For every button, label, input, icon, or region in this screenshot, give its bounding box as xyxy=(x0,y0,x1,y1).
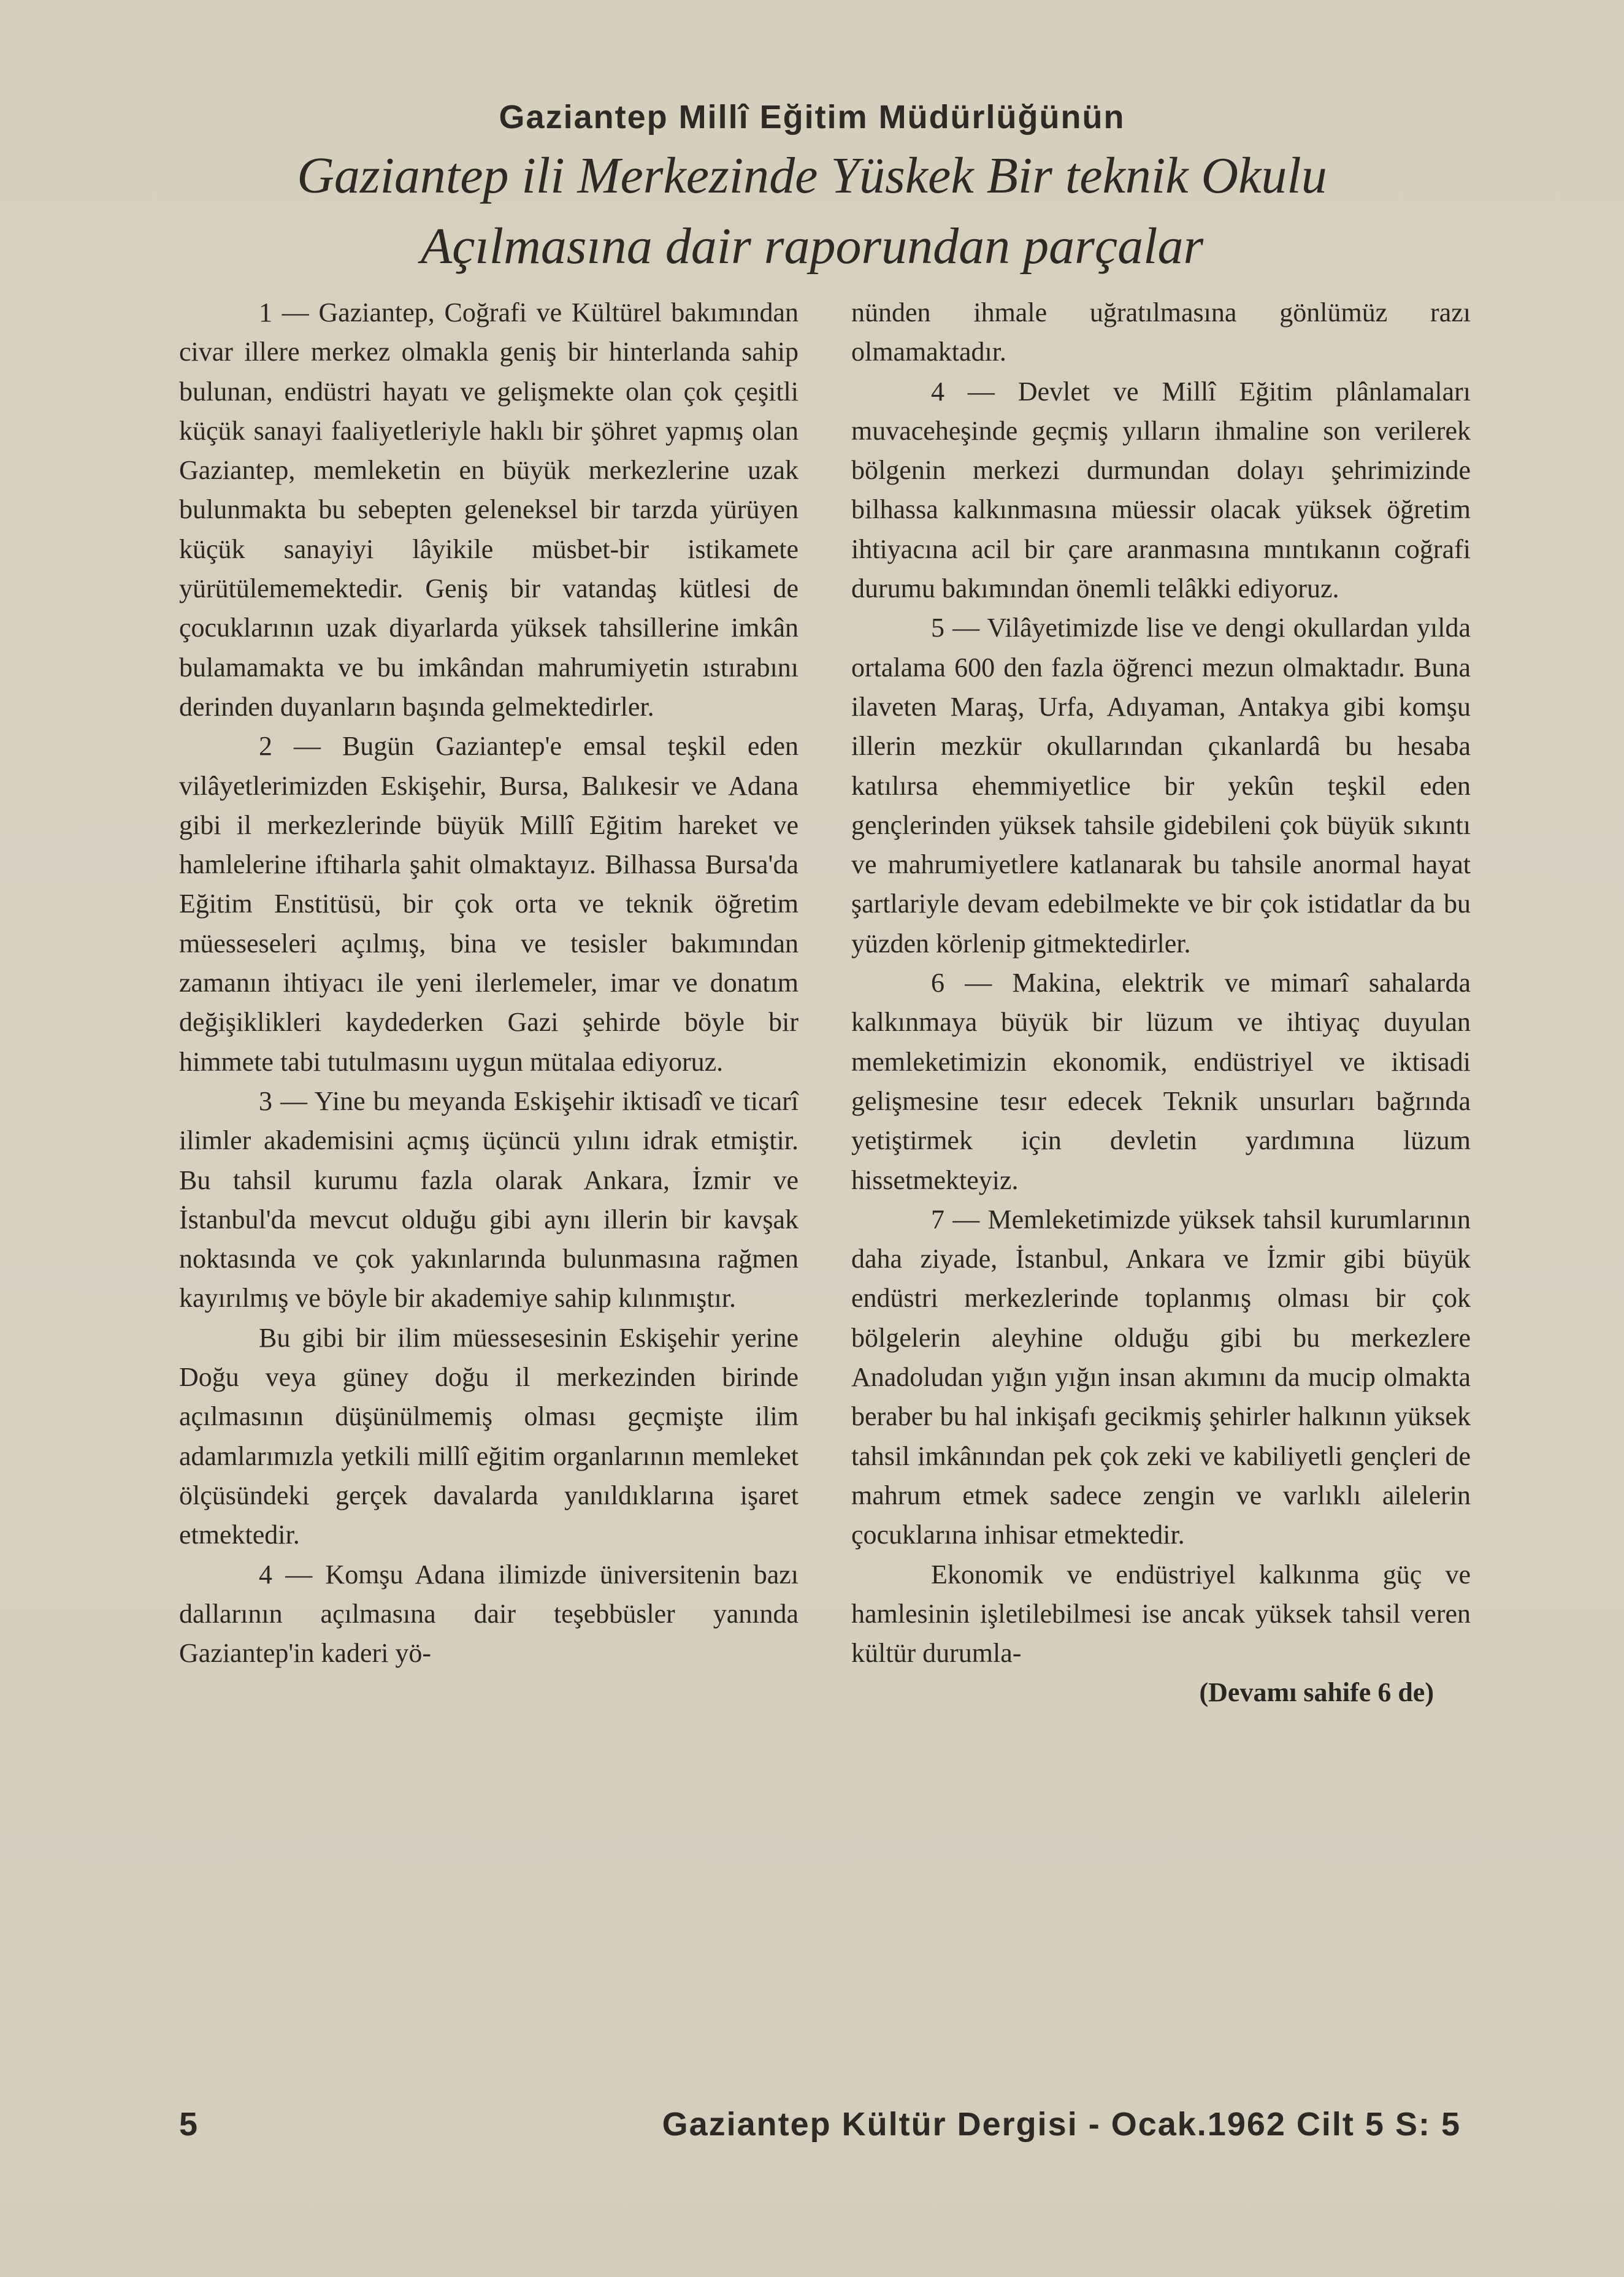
paragraph-4b: 4 — Devlet ve Millî Eğitim plânlamaları muvaceheşinde geçmiş yılların ihmaline son verilerek bölgenin merkezi durmundan dolayı şehrimizinde bilhassa kalkınmasına müessir olacak yüksek öğretim ihtiyacına acil bir çare aranmasına mıntıkanın coğrafi durumu bakımından önemli telâkki ediyoruz. xyxy=(851,376,1471,604)
paragraph-7: 7 — Memleketimizde yüksek tahsil kurumlarının daha ziyade, İstanbul, Ankara ve İzmir gibi büyük endüstri merkezlerinde toplanmış olması bir çok bölgelerin aleyhine olduğu gibi bu merkezlere Anadoludan yığın yığın insan akımını da mucip olmakta beraber bu hal inkişafı gecikmiş şehirler halkının yüksek tahsil imkânından pek çok zeki ve kabiliyetli gençleri de mahrum etmek sadece zengin ve varlıklı ailelerin çocuklarına inhisar etmektedir. xyxy=(851,1204,1471,1550)
paragraph-2: 2 — Bugün Gaziantep'e emsal teşkil eden vilâyetlerimizden Eskişehir, Bursa, Balıkesir ve Adana gibi il merkezlerinde büyük Millî Eğitim hareket ve hamlelerine iftiharla şahit olmaktayız. Bilhassa Bursa'da Eğitim Enstitüsü, bir çok orta ve teknik öğretim müesseseleri açılmış, bina ve tesisler bakımından zamanın ihtiyacı ile yeni ilerlemeler, imar ve donatım değişiklikleri kaydederken Gazi şehirde böyle bir himmete tabi tutulmasını uygun mütalaa ediyoruz. xyxy=(179,731,799,1077)
paragraph-5: 5 — Vilâyetimizde lise ve dengi okullardan yılda ortalama 600 den fazla öğrenci mezun olmaktadır. Buna ilaveten Maraş, Urfa, Adıyaman, Antakya gibi komşu illerin mezkür okullarından çıkanlardâ bu hesaba katılırsa ehemmiyetlice bir yekûn teşkil eden gençlerinden yüksek tahsile gidebileni çok büyük sıkıntı ve mahrumiyetlere katlanarak bu tahsile anormal hayat şartlariyle devam edebilmekte ve bir çok istidatlar da bu yüzden körlenip gitmektedirler. xyxy=(851,613,1471,959)
article-title-line-1: Gaziantep ili Merkezinde Yüskek Bir teknik Okulu xyxy=(297,147,1327,204)
paragraph-6: 6 — Makina, elektrik ve mimarî sahalarda kalkınmaya büyük bir lüzum ve ihtiyaç duyulan memleketimizin ekonomik, endüstriyel ve iktisadi gelişmesine tesır edecek Teknik unsurları bağrında yetiştirmek için devletin yardımına lüzum hissetmekteyiz. xyxy=(851,968,1471,1195)
paragraph-1: 1 — Gaziantep, Coğrafi ve Kültürel bakımından civar illere merkez olmakla geniş bir hinterlanda sahip bulunan, endüstri hayatı ve gelişmekte olan çok çeşitli küçük sanayi faaliyetleriyle haklı bir şöhret yapmış olan Gaziantep, memleketin en büyük merkezlerine uzak bulunmakta bu sebepten geleneksel bir tarzda yürüyen küçük sanayiyi lâyikile müsbet-bir istikamete yürütülememektedir. Geniş bir vatandaş kütlesi de çocuklarının uzak diyarlarda yüksek tahsillerine imkân bulamamakta ve bu imkândan mahrumiyetin ıstırabını derinden duyanların başında gelmektedirler. xyxy=(179,297,799,722)
paragraph-3-continued: Bu gibi bir ilim müessesesinin Eskişehir yerine Doğu veya güney doğu il merkezinden birinde açılmasının düşünülmemiş olması geçmişte ilim adamlarımızla yetkili millî eğitim organlarının memleket ölçüsündeki gerçek davalarda yanıldıklarına işaret etmektedir. xyxy=(179,1322,799,1550)
paragraph-3: 3 — Yine bu meyanda Eskişehir iktisadî ve ticarî ilimler akademisini açmış üçüncü yılını idrak etmiştir. Bu tahsil kurumu fazla olarak Ankara, İzmir ve İstanbul'da mevcut olduğu gibi aynı illerin bir kavşak noktasında ve çok yakınlarında bulunmasına rağmen kayırılmış ve böyle bir akademiye sahip kılınmıştır. xyxy=(179,1085,799,1314)
right-column xyxy=(851,293,1471,1713)
magazine-info: Gaziantep Kültür Dergisi - Ocak.1962 Cilt 5 S: 5 xyxy=(662,2106,1461,2143)
paragraph-4: 4 — Komşu Adana ilimizde üniversitenin bazı dallarının açılmasına dair teşebbüsler yanında Gaziantep'in kaderi yö- xyxy=(179,1559,799,1669)
continued-note: (Devamı sahife 6 de) xyxy=(1199,1677,1434,1708)
paragraph-8: Ekonomik ve endüstriyel kalkınma güç ve hamlesinin işletilebilmesi ise ancak yüksek tahsil veren kültür durumla- xyxy=(851,1559,1471,1669)
paragraph-4-continued: nünden ihmale uğratılmasına gönlümüz razı olmamaktadır. xyxy=(851,297,1471,367)
article-title-line-2: Açılmasına dair raporundan parçalar xyxy=(420,218,1204,275)
left-column xyxy=(179,293,799,1673)
page-number: 5 xyxy=(179,2106,198,2143)
issuing-office: Gaziantep Millî Eğitim Müdürlüğünün xyxy=(499,99,1125,136)
